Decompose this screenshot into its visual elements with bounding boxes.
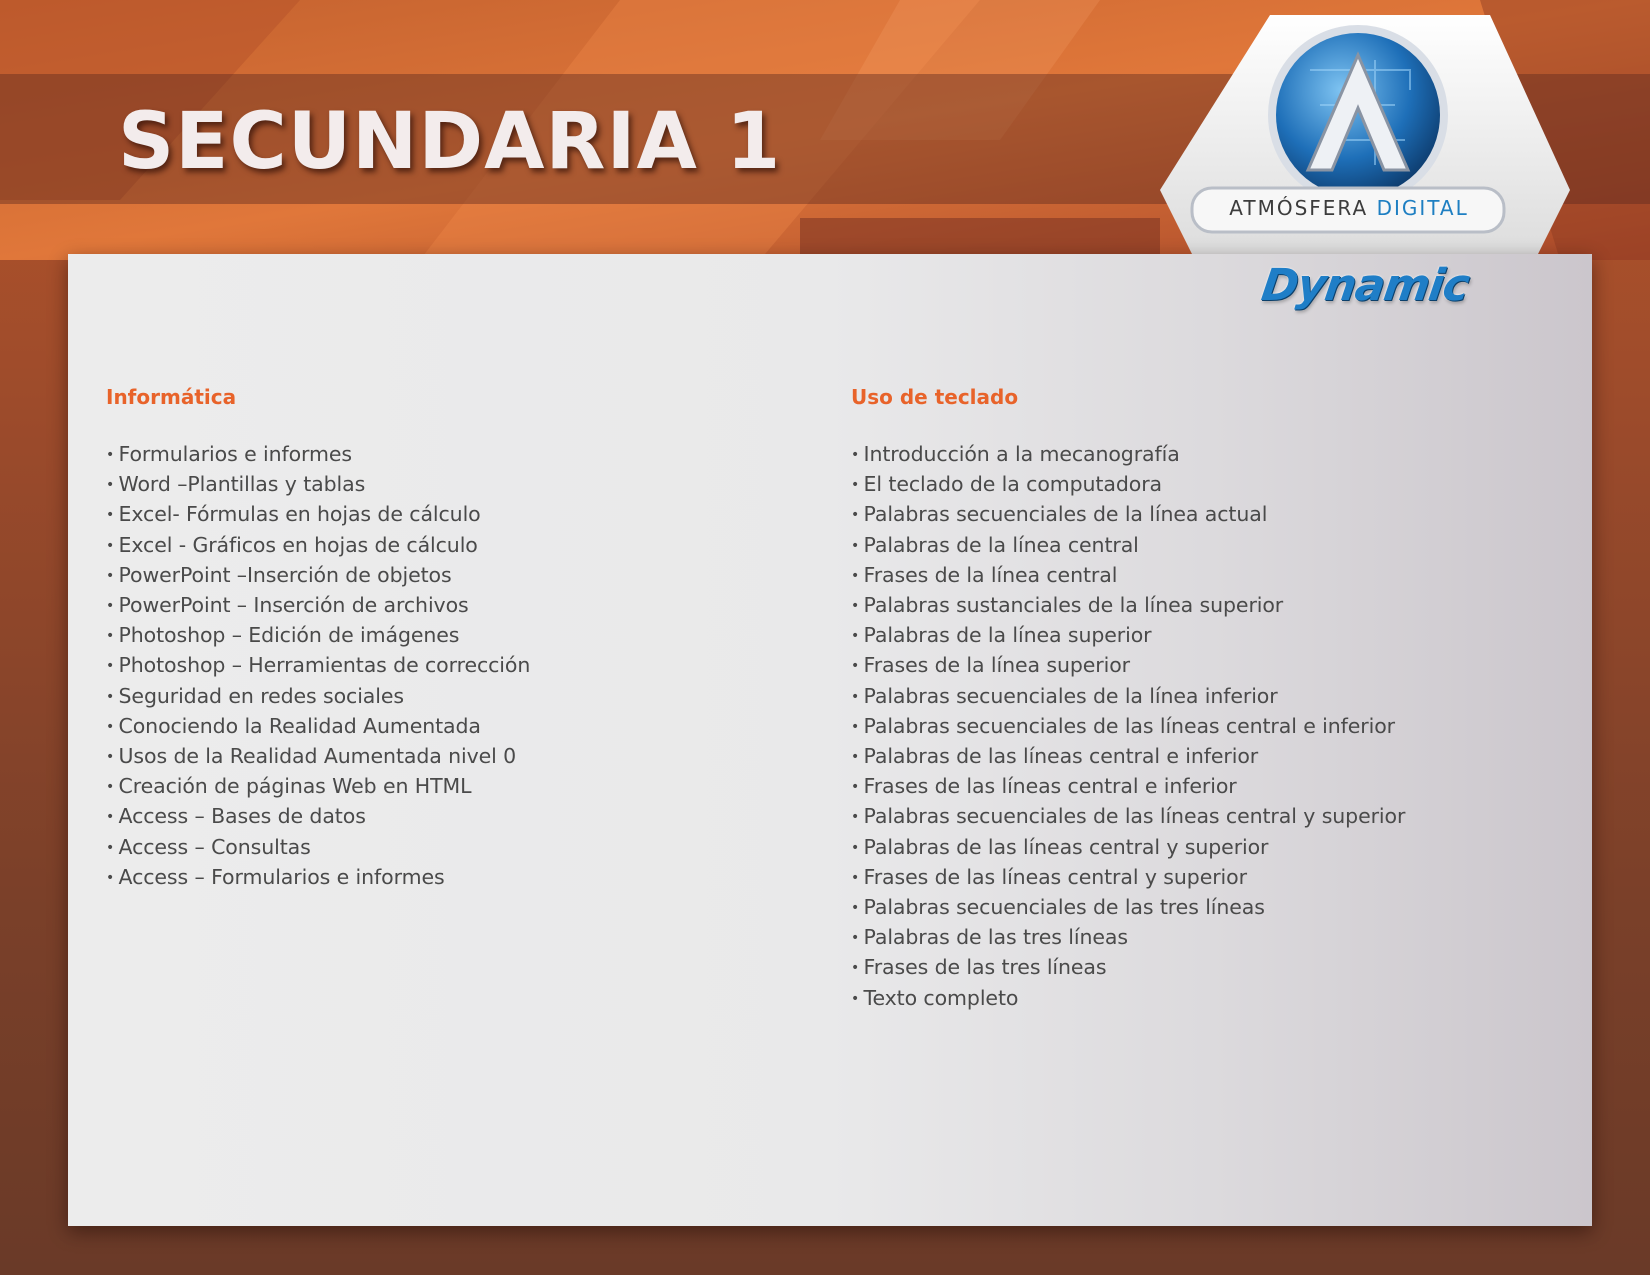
topic-item: • Word –Plantillas y tablas xyxy=(106,470,786,500)
uso-de-teclado-topic-list xyxy=(851,440,1551,1014)
informatica-column xyxy=(106,384,786,893)
topic-item: • Frases de las líneas central e inferior xyxy=(851,772,1551,802)
brand-name-part2: DIGITAL xyxy=(1376,196,1469,220)
topic-item: • Palabras de las líneas central y superior xyxy=(851,833,1551,863)
topic-item: • Access – Consultas xyxy=(106,833,786,863)
topic-item: • Palabras de las tres líneas xyxy=(851,923,1551,953)
topic-item: • Palabras de las líneas central e inferior xyxy=(851,742,1551,772)
topic-item: • Palabras de la línea central xyxy=(851,531,1551,561)
topic-item: • Usos de la Realidad Aumentada nivel 0 xyxy=(106,742,786,772)
topic-item: • Texto completo xyxy=(851,984,1551,1014)
atmosfera-digital-logo xyxy=(1160,10,1570,260)
topic-item: • Seguridad en redes sociales xyxy=(106,682,786,712)
topic-item: • Introducción a la mecanografía xyxy=(851,440,1551,470)
topic-item: • PowerPoint – Inserción de archivos xyxy=(106,591,786,621)
topic-item: • Photoshop – Edición de imágenes xyxy=(106,621,786,651)
dynamic-logo: Dynamic xyxy=(1258,260,1472,311)
column-heading-uso-de-teclado: Uso de teclado xyxy=(851,385,1019,409)
topic-item: • Frases de las líneas central y superior xyxy=(851,863,1551,893)
page-title: SECUNDARIA 1 xyxy=(118,97,782,187)
topic-item: • Palabras secuenciales de las líneas central y superior xyxy=(851,802,1551,832)
topic-item: • Palabras secuenciales de las líneas central e inferior xyxy=(851,712,1551,742)
informatica-topic-list xyxy=(106,440,786,893)
topic-item: • Excel - Gráficos en hojas de cálculo xyxy=(106,531,786,561)
topic-item: • PowerPoint –Inserción de objetos xyxy=(106,561,786,591)
topic-item: • El teclado de la computadora xyxy=(851,470,1551,500)
topic-item: • Access – Formularios e informes xyxy=(106,863,786,893)
brand-name xyxy=(1204,196,1494,220)
topic-item: • Excel- Fórmulas en hojas de cálculo xyxy=(106,500,786,530)
topic-item: • Photoshop – Herramientas de corrección xyxy=(106,651,786,681)
topic-item: • Palabras secuenciales de la línea actual xyxy=(851,500,1551,530)
topic-item: • Frases de la línea superior xyxy=(851,651,1551,681)
topic-item: • Palabras sustanciales de la línea superior xyxy=(851,591,1551,621)
topic-item: • Formularios e informes xyxy=(106,440,786,470)
topic-item: • Palabras secuenciales de las tres líneas xyxy=(851,893,1551,923)
topic-item: • Frases de las tres líneas xyxy=(851,953,1551,983)
topic-item: • Conociendo la Realidad Aumentada xyxy=(106,712,786,742)
uso-de-teclado-column xyxy=(851,384,1551,1014)
topic-item: • Creación de páginas Web en HTML xyxy=(106,772,786,802)
topic-item: • Access – Bases de datos xyxy=(106,802,786,832)
topic-item: • Palabras secuenciales de la línea inferior xyxy=(851,682,1551,712)
brand-name-part1: ATMÓSFERA xyxy=(1229,196,1377,220)
column-heading-informatica: Informática xyxy=(106,385,237,409)
topic-item: • Frases de la línea central xyxy=(851,561,1551,591)
topic-item: • Palabras de la línea superior xyxy=(851,621,1551,651)
